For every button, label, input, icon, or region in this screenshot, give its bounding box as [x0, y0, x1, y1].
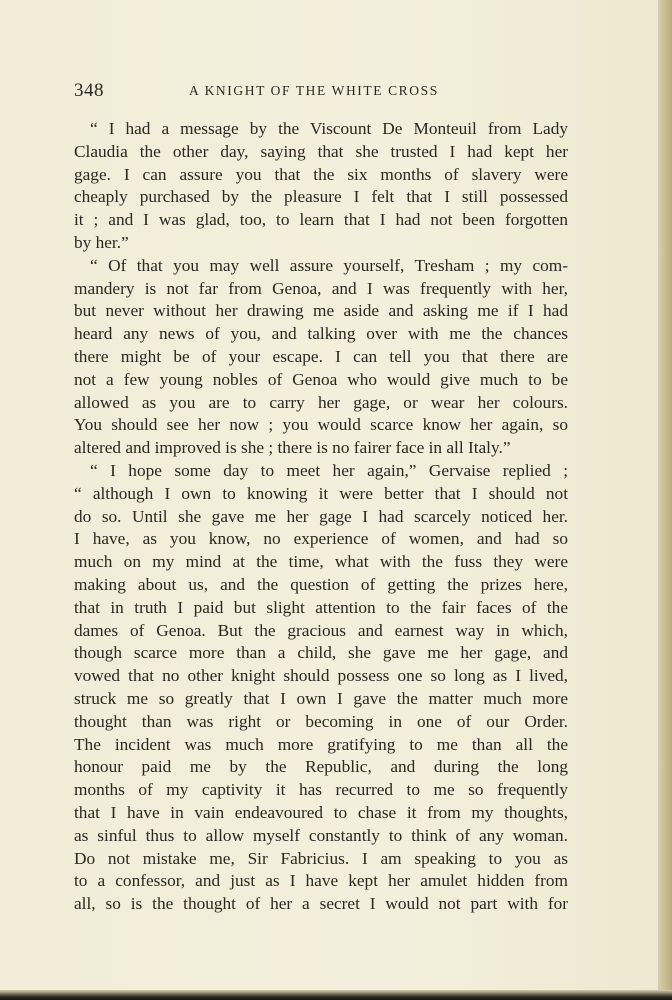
page-edge-right — [658, 0, 672, 1000]
text-line: to a confessor, and just as I have kept her amulet hidden from — [74, 871, 568, 891]
running-head: A KNIGHT OF THE WHITE CROSS — [189, 83, 439, 98]
text-line: much on my mind at the time, what with the fuss they were — [74, 552, 568, 572]
text-line: dames of Genoa. But the gracious and earnest way in which, — [74, 620, 568, 640]
body-text — [74, 118, 568, 916]
text-line: vowed that no other knight should possess one so long as I lived, — [74, 666, 568, 686]
text-line: months of my captivity it has recurred to me so frequently — [74, 780, 568, 800]
text-line: honour paid me by the Republic, and during the long — [74, 757, 568, 777]
text-line: that I have in vain endeavoured to chase it from my thoughts, — [74, 802, 568, 822]
text-line: “ although I own to knowing it were better that I should not — [74, 483, 568, 503]
text-line: cheaply purchased by the pleasure I felt that I still possessed — [74, 187, 568, 207]
text-line: that in truth I paid but slight attention to the fair faces of the — [74, 597, 568, 617]
text-line: but never without her drawing me aside and asking me if I had — [74, 301, 568, 321]
text-line: by her.” — [74, 232, 129, 252]
text-line: allowed as you are to carry her gage, or wear her colours. — [74, 392, 568, 412]
text-line: Do not mistake me, Sir Fabricius. I am speaking to you as — [74, 848, 568, 868]
page-edge-bottom — [0, 990, 672, 1000]
text-line: The incident was much more gratifying to me than all the — [74, 734, 568, 754]
text-line: making about us, and the question of getting the prizes here, — [74, 574, 568, 594]
text-line: all, so is the thought of her a secret I would not part with for — [74, 894, 568, 914]
text-line: thought than was right or becoming in one of our Order. — [74, 711, 568, 731]
text-line: mandery is not far from Genoa, and I was frequently with her, — [74, 278, 568, 298]
text-line: do so. Until she gave me her gage I had scarcely noticed her. — [74, 506, 568, 526]
text-line: as sinful thus to allow myself constantly to think of any woman. — [74, 825, 568, 845]
text-line: Claudia the other day, saying that she trusted I had kept her — [74, 141, 568, 161]
text-line: gage. I can assure you that the six months of slavery were — [74, 164, 568, 184]
text-line: not a few young nobles of Genoa who would give much to be — [74, 369, 568, 389]
text-line: I have, as you know, no experience of women, and had so — [74, 529, 568, 549]
page-number: 348 — [74, 80, 104, 101]
text-line: “ I had a message by the Viscount De Monteuil from Lady — [90, 119, 568, 138]
text-line: heard any news of you, and talking over with me the chances — [74, 324, 568, 344]
text-line: altered and improved is she ; there is no fairer face in all Italy.” — [74, 438, 511, 458]
text-line: “ I hope some day to meet her again,” Gervaise replied ; — [90, 460, 568, 480]
text-line: struck me so greatly that I own I gave the matter much more — [74, 688, 568, 708]
text-line: You should see her now ; you would scarce know her again, so — [74, 415, 568, 435]
text-line: “ Of that you may well assure yourself, Tresham ; my com- — [90, 255, 568, 275]
page-header — [74, 80, 568, 104]
text-line: there might be of your escape. I can tell you that there are — [74, 346, 568, 366]
text-line: it ; and I was glad, too, to learn that I had not been forgotten — [74, 210, 568, 230]
text-line: though scarce more than a child, she gave me her gage, and — [74, 643, 568, 663]
